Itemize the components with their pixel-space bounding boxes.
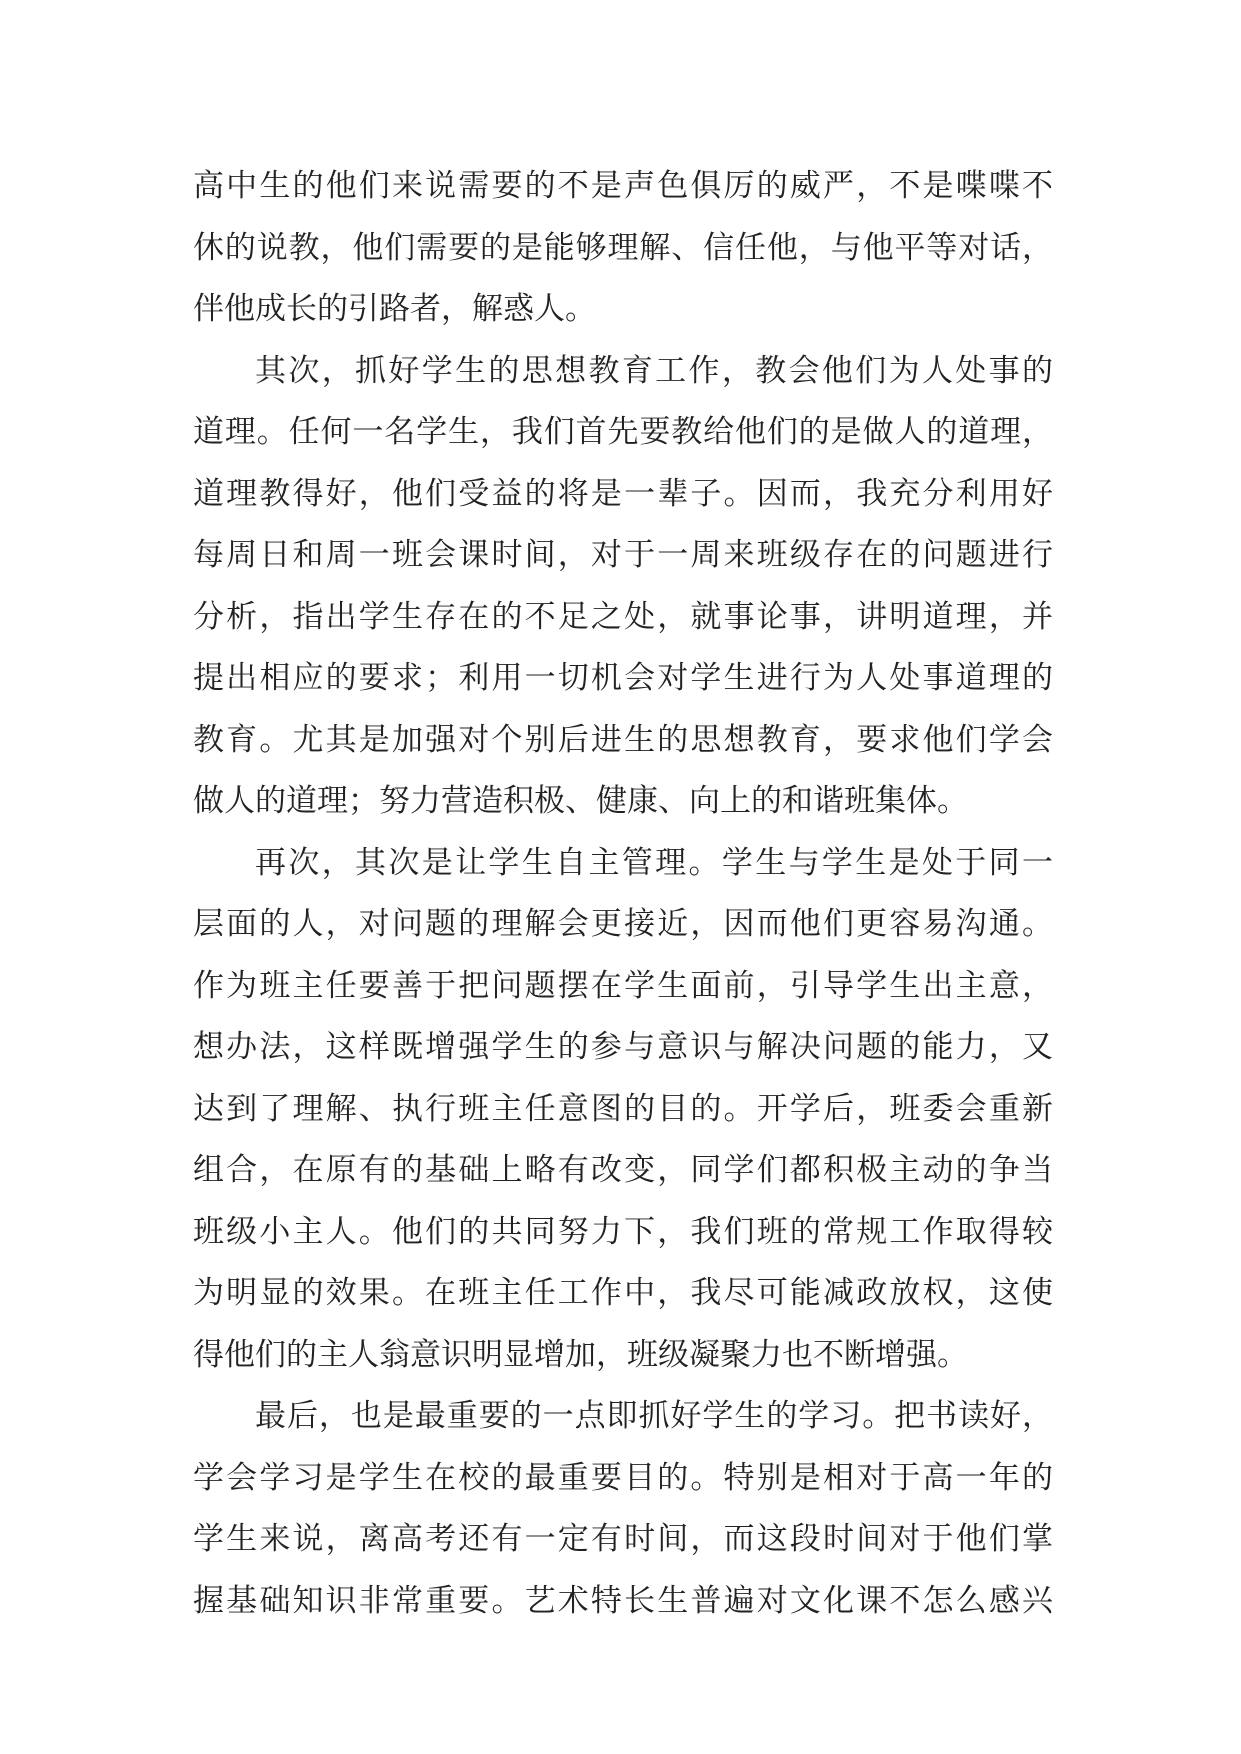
text-line: 层面的人，对问题的理解会更接近，因而他们更容易沟通。 bbox=[193, 906, 1053, 942]
text-line: 伴他成长的引路者，解惑人。 bbox=[193, 291, 596, 327]
text-line: 学会学习是学生在校的最重要目的。特别是相对于高一年的 bbox=[193, 1459, 1053, 1496]
text-line: 高中生的他们来说需要的不是声色俱厉的威严，不是喋喋不 bbox=[193, 168, 1053, 204]
text-line: 其次，抓好学生的思想教育工作，教会他们为人处事的 bbox=[255, 352, 1053, 389]
body-text bbox=[193, 156, 1053, 1632]
text-line: 每周日和周一班会课时间，对于一周来班级存在的问题进行 bbox=[193, 537, 1053, 573]
text-line: 握基础知识非常重要。艺术特长生普遍对文化课不怎么感兴 bbox=[193, 1582, 1053, 1619]
text-line: 得他们的主人翁意识明显增加，班级凝聚力也不断增强。 bbox=[193, 1336, 968, 1373]
text-line: 做人的道理；努力营造积极、健康、向上的和谐班集体。 bbox=[193, 783, 968, 819]
text-line: 为明显的效果。在班主任工作中，我尽可能减政放权，这使 bbox=[193, 1275, 1053, 1311]
text-line: 提出相应的要求；利用一切机会对学生进行为人处事道理的 bbox=[193, 660, 1053, 696]
text-line: 再次，其次是让学生自主管理。学生与学生是处于同一 bbox=[255, 844, 1053, 881]
text-line: 班级小主人。他们的共同努力下，我们班的常规工作取得较 bbox=[193, 1213, 1053, 1250]
text-line: 想办法，这样既增强学生的参与意识与解决问题的能力，又 bbox=[193, 1029, 1053, 1065]
text-line: 最后，也是最重要的一点即抓好学生的学习。把书读好， bbox=[255, 1398, 1053, 1434]
text-line: 休的说教，他们需要的是能够理解、信任他，与他平等对话， bbox=[193, 229, 1053, 266]
text-line: 组合，在原有的基础上略有改变，同学们都积极主动的争当 bbox=[193, 1152, 1053, 1188]
text-line: 达到了理解、执行班主任意图的目的。开学后，班委会重新 bbox=[193, 1090, 1053, 1127]
text-line: 分析，指出学生存在的不足之处，就事论事，讲明道理，并 bbox=[193, 598, 1053, 635]
text-line: 学生来说，离高考还有一定有时间，而这段时间对于他们掌 bbox=[193, 1521, 1053, 1557]
text-line: 教育。尤其是加强对个别后进生的思想教育，要求他们学会 bbox=[193, 721, 1053, 758]
text-line: 道理。任何一名学生，我们首先要教给他们的是做人的道理， bbox=[193, 414, 1053, 450]
text-line: 作为班主任要善于把问题摆在学生面前，引导学生出主意， bbox=[193, 967, 1053, 1004]
text-line: 道理教得好，他们受益的将是一辈子。因而，我充分利用好 bbox=[193, 475, 1053, 512]
